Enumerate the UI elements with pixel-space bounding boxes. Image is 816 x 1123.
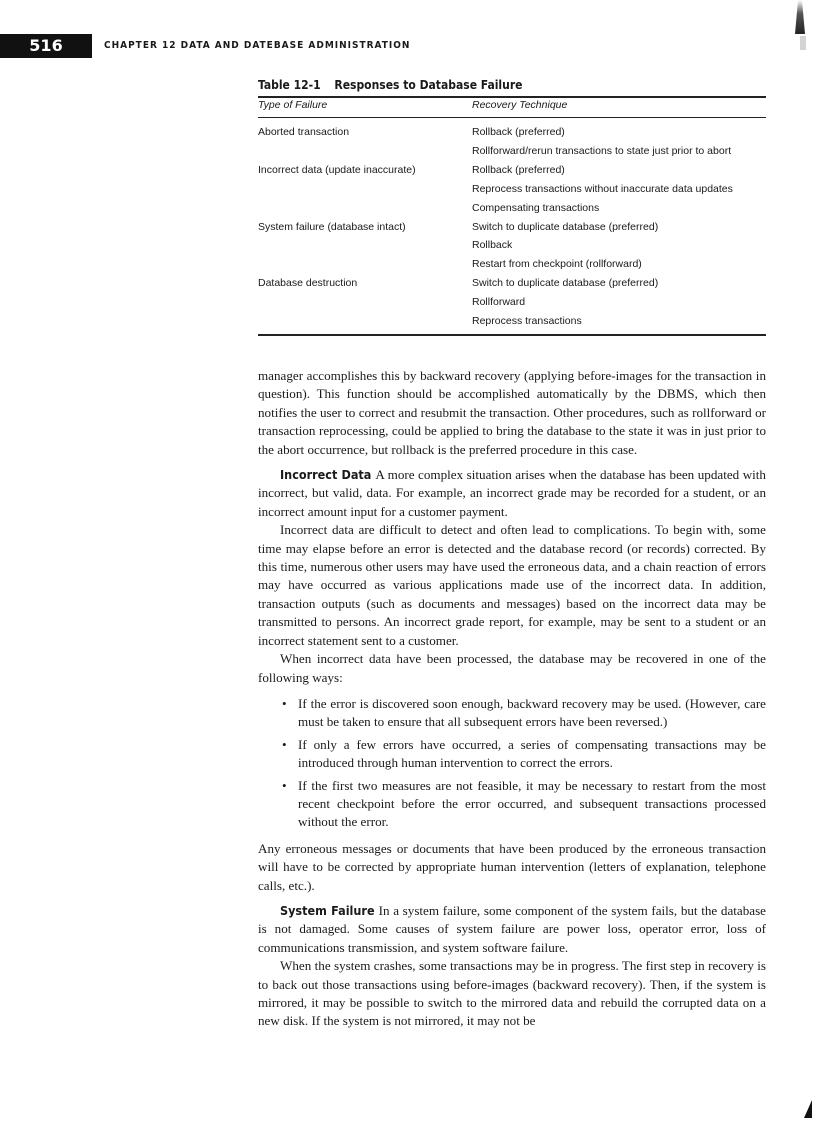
section-heading: Incorrect Data (280, 467, 372, 483)
table-number: Table 12-1 (258, 78, 321, 92)
table-row (258, 123, 766, 141)
table-cell-recovery-technique: Rollback (preferred) (472, 163, 565, 176)
paragraph: manager accomplishes this by backward recovery (applying before-images for the transaction in question). This function should be accomplished automatically by the DBMS, which then notifies the user to correct and resubmit the transaction. Other procedures, such as rollforward or transaction reprocessing, could be applied to bring the database to the state it was in just prior to the abort occurrence, but rollback is the preferred procedure in this case. (258, 368, 766, 457)
table-row (258, 312, 766, 330)
table-cell-recovery-technique: Reprocess transactions (472, 315, 582, 327)
table-title: Responses to Database Failure (334, 78, 523, 92)
table-bottom-rule (258, 334, 766, 336)
list-item: • If the first two measures are not feasible, it may be necessary to restart from the most recent checkpoint before the error occurred, and subsequent transactions processed without the error. (298, 777, 766, 832)
table-header-rule (258, 117, 766, 118)
table-top-rule (258, 96, 766, 98)
section-system-failure (258, 902, 766, 957)
table-row (258, 199, 766, 217)
table-col-header-recovery: Recovery Technique (472, 99, 568, 111)
table-row (258, 142, 766, 160)
table-row (258, 255, 766, 273)
page-number: 516 (0, 34, 92, 58)
table-cell-failure-type: Aborted transaction (258, 126, 350, 138)
section-heading: System Failure (280, 902, 375, 918)
table-cell-recovery-technique: Compensating transactions (472, 201, 600, 214)
table-row (258, 161, 766, 179)
table-cell-recovery-technique: Switch to duplicate database (preferred) (472, 220, 659, 233)
table-cell-recovery-technique: Rollforward (472, 296, 526, 309)
table-row (258, 236, 766, 254)
table-cell-recovery-technique: Switch to duplicate database (preferred) (472, 277, 659, 290)
scan-mark-top-faint (800, 36, 806, 50)
table-cell-recovery-technique: Reprocess transactions without inaccurate data updates (472, 182, 733, 195)
table-cell-recovery-technique: Restart from checkpoint (rollforward) (472, 258, 642, 271)
running-head: CHAPTER 12 DATA AND DATEBASE ADMINISTRATION (104, 40, 411, 51)
table-row (258, 274, 766, 292)
list-item: • If only a few errors have occurred, a series of compensating transactions may be introduced through human intervention to correct the errors. (298, 736, 766, 773)
table-row (258, 293, 766, 311)
table-row (258, 218, 766, 236)
paragraph: A more complex situation arises when the database has been updated with incorrect, but valid, data. For example, an incorrect grade may be recorded for a student, or an incorrect amount input for a customer payment. (258, 467, 766, 519)
table-cell-failure-type: Database destruction (258, 277, 358, 290)
paragraph: Any erroneous messages or documents that have been produced by the erroneous transaction will have to be corrected by appropriate human intervention (letters of explanation, telephone calls, etc.). (258, 840, 766, 893)
scan-mark-bottom (804, 1100, 812, 1118)
table-header-row (258, 99, 766, 117)
table-caption (258, 78, 522, 92)
body-text (258, 367, 766, 1031)
table-cell-failure-type: Incorrect data (update inaccurate) (258, 163, 416, 176)
list-item: • If the error is discovered soon enough, backward recovery may be used. (However, care must be taken to ensure that all subsequent errors have been reversed.) (298, 695, 766, 732)
paragraph: When incorrect data have been processed, the database may be recovered in one of the following ways: (258, 651, 766, 685)
table-cell-failure-type: System failure (database intact) (258, 220, 406, 233)
table-cell-recovery-technique: Rollback (preferred) (472, 126, 565, 138)
scan-mark-top (795, 0, 805, 34)
paragraph: When the system crashes, some transactions may be in progress. The first step in recovery is to back out those transactions using before-images (backward recovery). Then, if the system is mirrored, it may be possible to switch to the mirrored data and rebuild the corrupted data on a new disk. If the system is not mirrored, it may not be (258, 958, 766, 1029)
table-cell-recovery-technique: Rollback (472, 239, 513, 252)
bullet-list (258, 695, 766, 832)
table-row (258, 180, 766, 198)
paragraph: In a system failure, some component of the system fails, but the database is not damaged. Some causes of system failure are power loss, operator error, loss of communications transmission, and system software failure. (258, 902, 766, 955)
paragraph: Incorrect data are difficult to detect and often lead to complications. To begin with, some time may elapse before an error is detected and the database record (or records) corrected. By this time, numerous other users may have used the erroneous data, and a chain reaction of errors may have occurred as various applications made use of the incorrect data. In addition, transaction outputs (such as documents and messages) based on the incorrect data may be transmitted to persons. An incorrect grade report, for example, may be sent to a student or an incorrect statement sent to a customer. (258, 522, 766, 648)
table-col-header-type: Type of Failure (258, 99, 328, 111)
section-incorrect-data (258, 466, 766, 521)
table-cell-recovery-technique: Rollforward/rerun transactions to state just prior to abort (472, 144, 732, 157)
